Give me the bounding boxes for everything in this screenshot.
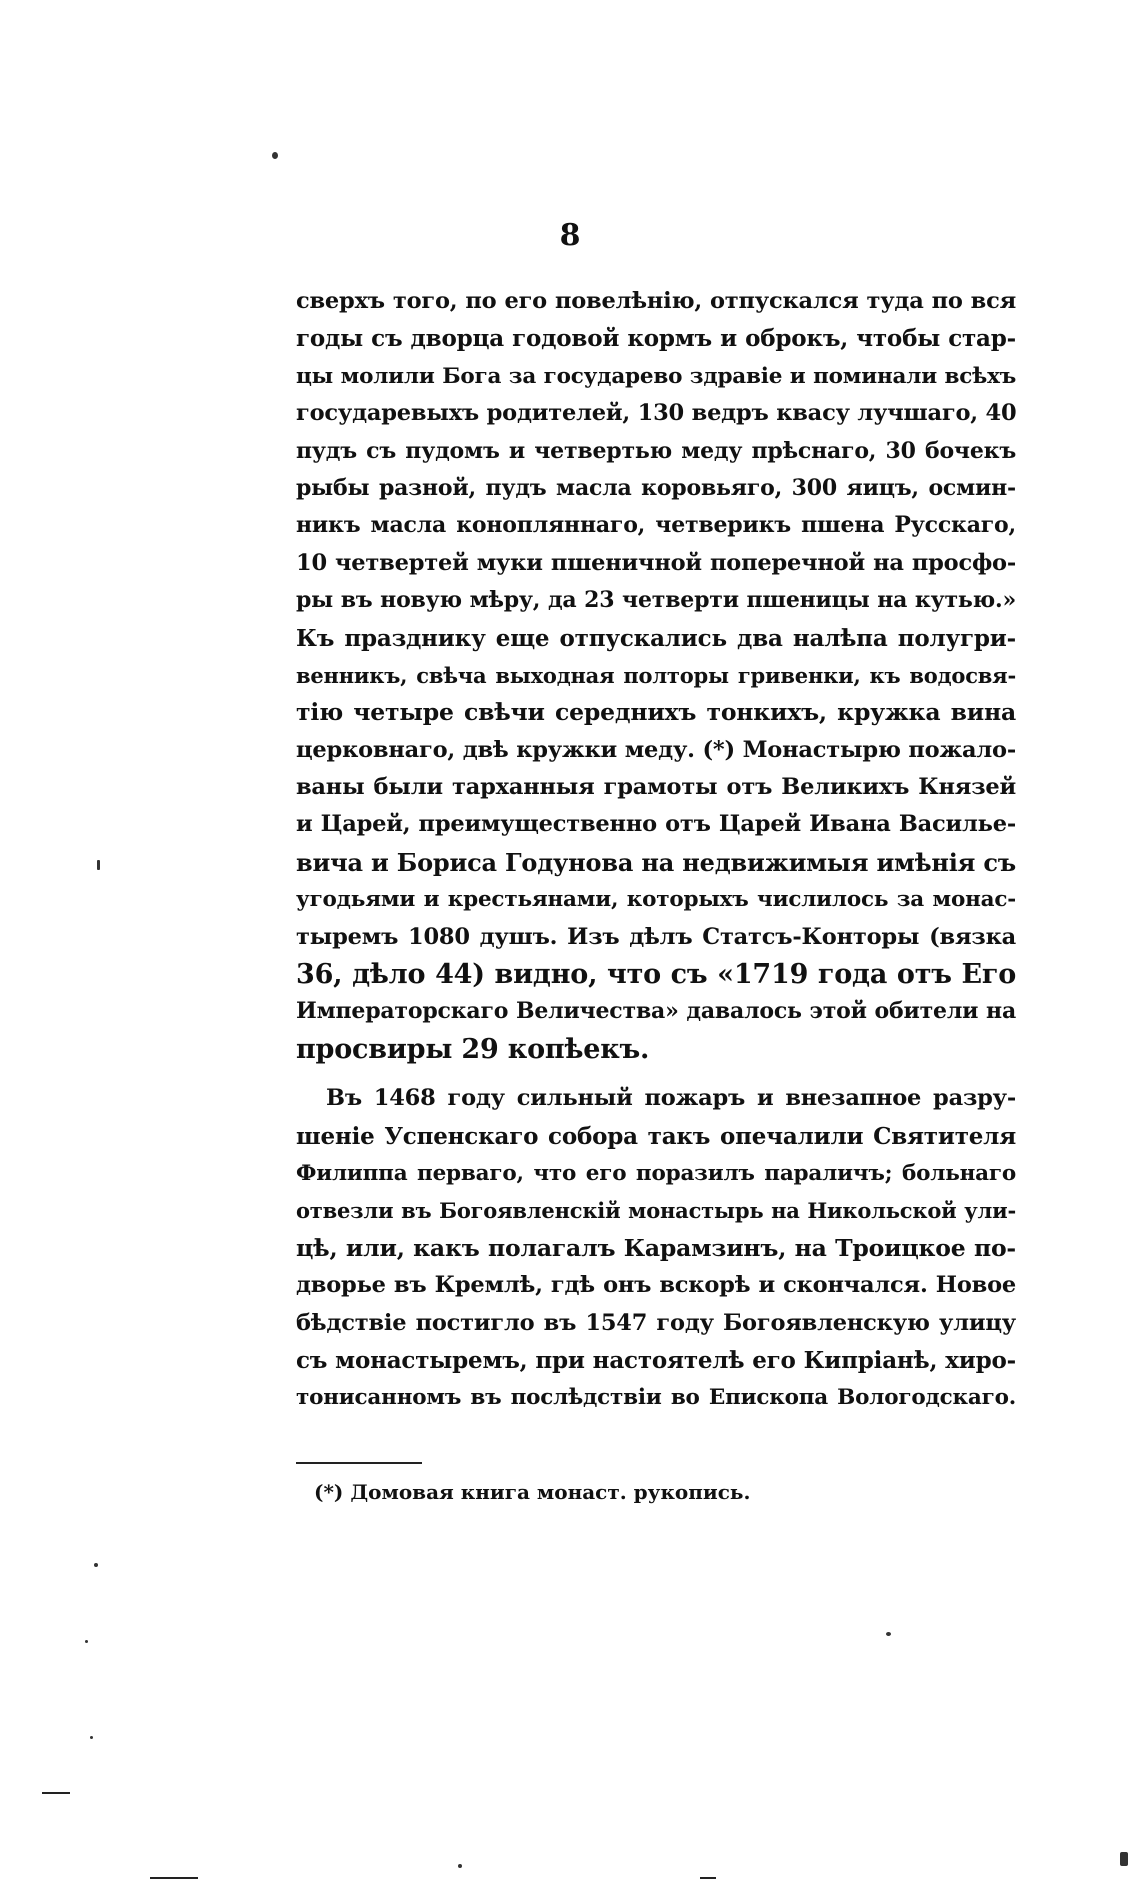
text-line: дворье въ Кремлѣ, гдѣ онъ вскорѣ и скончался. Новое (296, 1272, 1016, 1299)
text-line: шеніе Успенскаго собора такъ опечалили Святителя (296, 1122, 1016, 1150)
scan-speck (94, 1563, 98, 1567)
text-line: и Царей, преимущественно отъ Царей Ивана Василье- (296, 811, 1016, 838)
text-line: церковнаго, двѣ кружки меду. (*) Монастырю пожало- (296, 736, 1016, 763)
text-line: рыбы разной, пудъ масла коровьяго, 300 яицъ, осмин- (296, 474, 1016, 501)
paragraph-gap (296, 1068, 1016, 1080)
text-line: Императорскаго Величества» давалось этой обители на (296, 998, 1016, 1025)
scan-dash (42, 1792, 70, 1794)
page-number: 8 (559, 218, 581, 253)
text-line: отвезли въ Богоявленскій монастырь на Никольской ули- (296, 1198, 1016, 1224)
scan-speck (97, 860, 100, 870)
text-line: цѣ, или, какъ полагалъ Карамзинъ, на Троицкое по- (296, 1233, 1016, 1262)
scan-speck (886, 1632, 891, 1636)
text-line: просвиры 29 копѣекъ. (296, 1033, 650, 1065)
text-line: 36, дѣло 44) видно, что съ «1719 года отъ Его (296, 959, 1016, 991)
scan-speck (458, 1864, 462, 1868)
text-line: венникъ, свѣча выходная полторы гривенки, къ водосвя- (296, 662, 1016, 688)
text-line: цы молили Бога за государево здравіе и поминали всѣхъ (296, 363, 1016, 389)
footnote-divider (296, 1462, 422, 1464)
text-line: бѣдствіе постигло въ 1547 году Богоявленскую улицу (296, 1309, 1016, 1336)
scan-speck (90, 1736, 93, 1739)
text-line: вича и Бориса Годунова на недвижимыя имѣнія съ (296, 847, 1016, 877)
scan-speck (1120, 1852, 1128, 1866)
text-line: 10 четвертей муки пшеничной поперечной на просфо- (296, 549, 1016, 576)
scan-speck (272, 152, 278, 159)
text-line: Филиппа перваго, что его поразилъ параличъ; больнаго (296, 1160, 1016, 1186)
text-line: съ монастыремъ, при настоятелѣ его Кипріанѣ, хиро- (296, 1346, 1016, 1374)
text-line: никъ масла конопляннаго, четверикъ пшена Русскаго, (296, 512, 1016, 539)
text-line: годы съ дворца годовой кормъ и оброкъ, чтобы стар- (296, 325, 1016, 353)
body-text (296, 283, 1016, 1417)
text-line: государевыхъ родителей, 130 ведръ квасу лучшаго, 40 (296, 400, 1017, 427)
text-line: сверхъ того, по его повелѣнію, отпускался туда по вся (296, 288, 1016, 314)
footnote: (*) Домовая книга монаст. рукопись. (314, 1480, 751, 1504)
scan-dash (150, 1877, 198, 1879)
scan-speck (85, 1640, 88, 1643)
text-line: ры въ новую мѣру, да 23 четверти пшеницы на кутью.» (296, 587, 1016, 614)
text-line: пудъ съ пудомъ и четвертью меду прѣснаго, 30 бочекъ (296, 437, 1016, 464)
text-line: Въ 1468 году сильный пожаръ и внезапное разру- (326, 1085, 1016, 1112)
text-line: угодьями и крестьянами, которыхъ числилось за монас- (296, 887, 1016, 913)
text-line: Къ празднику еще отпускались два налѣпа полугри- (296, 624, 1016, 652)
text-line: тію четыре свѣчи середнихъ тонкихъ, кружка вина (296, 698, 1016, 727)
scan-dash (700, 1877, 716, 1879)
text-line: тонисанномъ въ послѣдствіи во Епископа Вологодскаго. (296, 1385, 1016, 1411)
text-line: тыремъ 1080 душъ. Изъ дѣлъ Статсъ-Конторы (вязка (296, 923, 1016, 950)
text-line: ваны были тарханныя грамоты отъ Великихъ Князей (296, 774, 1016, 801)
